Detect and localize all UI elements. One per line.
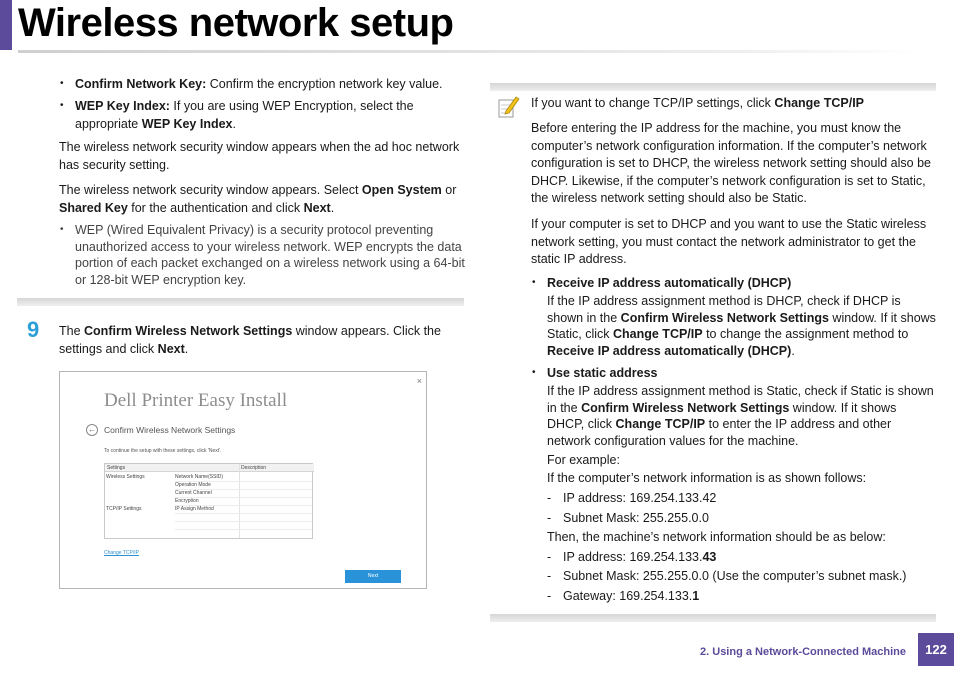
section-divider-right-top <box>490 83 936 91</box>
paragraph-adhoc-security: The wireless network security window appears when the ad hoc network has security setting. <box>59 140 460 172</box>
step-number: 9 <box>27 317 40 342</box>
step-9-text: The Confirm Wireless Network Settings window appears. Click the settings and click Next. <box>59 324 441 356</box>
static-description: If the IP address assignment method is Static, check if Static is shown in the Confirm Wireless Network Settings window. If it shows DHCP, click Change TCP/IP to enter the IP address and other network configuration values for the machine. <box>547 384 934 448</box>
example-subnet-mask: - Subnet Mask: 255.255.0.0 <box>547 511 709 525</box>
section-divider-left <box>17 298 464 306</box>
table-row: IP Assign Method <box>175 506 214 512</box>
screenshot-instruction: To continue the setup with these settings, click 'Next'. <box>104 448 222 454</box>
table-row: Operation Mode <box>175 482 211 488</box>
page-title: Wireless network setup <box>18 1 454 45</box>
machine-gateway: - Gateway: 169.254.133.1 <box>547 589 700 603</box>
note-pencil-icon <box>498 95 520 119</box>
bullet-static-title: • Use static address <box>547 364 937 382</box>
computer-network-info: If the computer’s network information is as shown follows: <box>547 471 867 485</box>
bullet-wep-key-index: • WEP Key Index: If you are using WEP Encryption, select the appropriate WEP Key Index. <box>75 97 470 133</box>
title-accent-bar <box>0 0 12 50</box>
machine-subnet-mask: - Subnet Mask: 255.255.0.0 (Use the computer’s subnet mask.) <box>547 569 907 583</box>
table-row: Network Name(SSID) <box>175 474 224 480</box>
example-ip-address: - IP address: 169.254.133.42 <box>547 491 717 505</box>
bullet-wep-description: • WEP (Wired Equivalent Privacy) is a security protocol preventing unauthorized access to your wireless network. WEP encrypts the data portion of each packet exchanged on a wireless network using a 64-bit or 128-bit WEP encryption key. <box>75 222 470 288</box>
dhcp-description: If the IP address assignment method is DHCP, check if DHCP is shown in the Confirm Wireless Network Settings window. If it shows Static, click Change TCP/IP to change the assignment method to Receive IP address automatically (DHCP). <box>547 294 936 358</box>
table-group-tcpip: TCP/IP Settings <box>106 506 142 512</box>
screenshot-subtitle: Confirm Wireless Network Settings <box>104 425 236 435</box>
bullet-confirm-network-key: • Confirm Network Key: Confirm the encryption network key value. <box>75 75 470 93</box>
table-header-description: Description <box>240 464 314 472</box>
bullet-dhcp-title: • Receive IP address automatically (DHCP) <box>547 274 937 292</box>
title-rule <box>18 50 918 53</box>
screenshot-app-title: Dell Printer Easy Install <box>104 390 288 411</box>
section-divider-right-bottom <box>490 614 936 622</box>
easy-install-screenshot <box>59 371 427 589</box>
paragraph-dhcp-static: If your computer is set to DHCP and you want to use the Static wireless network setting, you must contact the network administrator to get the static IP address. <box>531 217 927 266</box>
page-number: 122 <box>918 633 954 666</box>
machine-ip-address: - IP address: 169.254.133.43 <box>547 550 717 564</box>
table-row: Current Channel <box>175 490 212 496</box>
back-arrow-icon[interactable]: ← <box>88 425 96 434</box>
change-tcpip-link[interactable]: Change TCP/IP <box>104 550 139 556</box>
table-header-settings: Settings <box>105 464 240 472</box>
footer-chapter: 2. Using a Network-Connected Machine <box>700 646 906 658</box>
example-label: For example: <box>547 453 620 467</box>
paragraph-security-window: The wireless network security window appears. Select Open System or Shared Key for the authentication and click Next. <box>59 183 457 215</box>
next-button[interactable]: Next <box>345 570 401 583</box>
paragraph-ip-before-entering: Before entering the IP address for the machine, you must know the computer’s network configuration information. If the computer’s network configuration is set to DHCP, the wireless network setting should also be DHCP. Likewise, if the computer’s network configuration is set to Static, the wireless network setting should also be Static. <box>531 121 931 205</box>
settings-table <box>104 463 313 539</box>
table-row: Encryption <box>175 498 199 504</box>
table-group-wireless: Wireless Settings <box>106 474 145 480</box>
note-change-tcpip: If you want to change TCP/IP settings, click Change TCP/IP <box>531 96 865 110</box>
close-icon[interactable]: × <box>416 376 422 386</box>
machine-network-info: Then, the machine’s network information should be as below: <box>547 530 886 544</box>
